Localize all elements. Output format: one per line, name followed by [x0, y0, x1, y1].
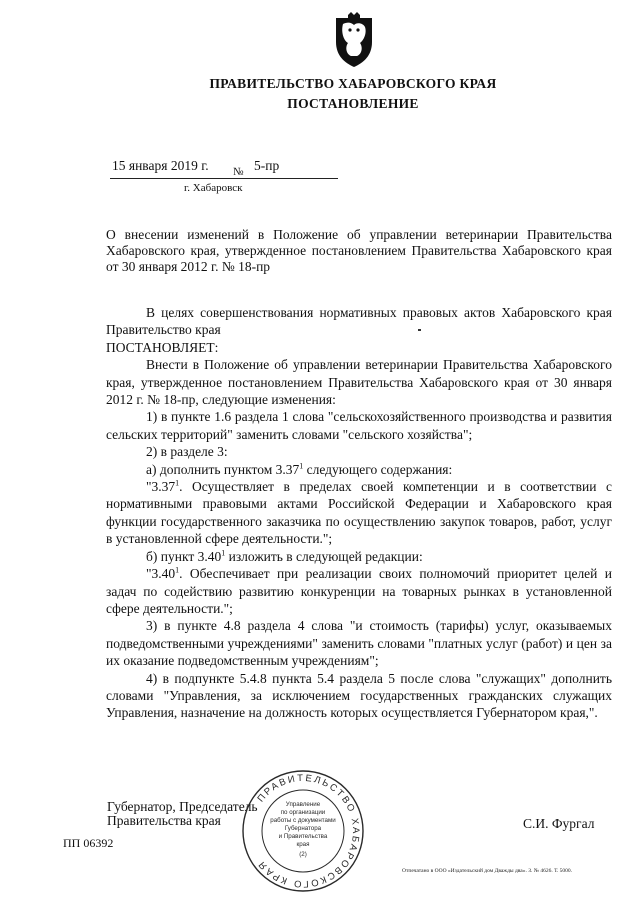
signatory-name: С.И. Фургал [523, 816, 595, 831]
item-1: 1) в пункте 1.6 раздела 1 слова "сельскохозяйственного производства и развития сельских территорий" заменить словами "сельского хозяйства"; [106, 409, 612, 442]
organization-title: ПРАВИТЕЛЬСТВО ХАБАРОВСКОГО КРАЯ [209, 76, 497, 91]
decree-word: ПОСТАНОВЛЯЕТ: [106, 339, 219, 355]
clause-3-40-1 [106, 565, 612, 617]
item-2b-text: б) пункт 3.40 [146, 548, 222, 564]
item-2b-sup: 1 [221, 548, 226, 558]
item-2a [106, 461, 612, 478]
intro-paragraph: Внести в Положение об управлении ветеринарии Правительства Хабаровского края, утвержденное постановлением Правительства Хабаровского края от 30 января 2012 г. № 18-пр, следующие изменения: [106, 357, 612, 408]
document-subject: О внесении изменений в Положение об управлении ветеринарии Правительства Хабаровского края, утвержденное постановлением Правительства Хабаровского края от 30 января 2012 г. № 18-пр [106, 227, 612, 274]
clause-3-40-1-sup: 1 [175, 565, 180, 575]
clause-3-40-1-num: "3.40 [146, 566, 176, 582]
clause-3-40-1-text: . Обеспечивает при реализации своих полномочий приоритет целей и задач по содействию развитию конкуренции на товарных рынках в установленной сфере деятельности."; [106, 566, 612, 616]
clause-3-37-1 [106, 478, 612, 548]
document-number: 5-пр [254, 158, 280, 173]
item-2a-text: а) дополнить пунктом 3.37 [146, 461, 300, 477]
clause-3-37-1-text: . Осуществляет в пределах своей компетенции и в соответствии с нормативными правовыми актами Российской Федерации и Хабаровского края функции государственного заказчика по осуществлению закупок товаров, работ, услуг в установленной сфере деятельности."; [106, 479, 612, 547]
city: г. Хабаровск [184, 182, 243, 194]
document-body [106, 304, 612, 722]
item-4: 4) в подпункте 5.4.8 пункта 5.4 раздела 5 после слова "служащих" дополнить словами "Управления, за исключением государственных гражданских служащих Управления, назначение на должность которых осуществляется Губернатором края,". [106, 670, 612, 721]
stamp-ring-text: ПРАВИТЕЛЬСТВО ХАБАРОВСКОГО КРАЯ [255, 772, 362, 890]
preamble: В целях совершенствования нормативных правовых актов Хабаровского края Правительство края [106, 305, 612, 338]
signatory-position [107, 800, 258, 828]
clause-3-37-1-sup: 1 [175, 478, 180, 488]
document-type: ПОСТАНОВЛЕНИЕ [287, 96, 419, 111]
clause-3-37-1-num: "3.37 [146, 479, 176, 495]
document-code: ПП 06392 [63, 836, 114, 850]
item-3: 3) в пункте 4.8 раздела 4 слова "и стоимость (тарифы) услуг, оказываемых подведомственными учреждениями" заменить словами "платных услуг (работ) и цен за их оказание подведомственным учреждениям"; [106, 618, 612, 669]
printing-info: Отпечатано в ООО «Издательский дом Дважды два». З. № 4626. Т. 5000. [402, 868, 573, 874]
item-2a-tail: следующего содержания: [303, 461, 453, 477]
stamp-line-3: работы с документами [270, 817, 336, 824]
number-sign: № [233, 166, 244, 178]
stamp-line-2: по организации [280, 809, 326, 816]
coat-of-arms-icon [333, 12, 375, 68]
stamp-line-6: края [296, 841, 310, 848]
stamp-line-1: Управление [285, 801, 321, 808]
stamp-line-4: Губернатора [284, 825, 322, 832]
item-2b [106, 548, 612, 565]
stamp-line-7: (2) [299, 851, 307, 858]
item-2b-tail: изложить в следующей редакции: [225, 548, 423, 564]
signatory-position-line2: Правительства края [107, 813, 221, 828]
item-2: 2) в разделе 3: [146, 444, 228, 460]
signatory-position-line1: Губернатор, Председатель [107, 799, 258, 814]
stamp-line-5: и Правительства [278, 833, 328, 840]
document-date: 15 января 2019 г. [112, 158, 209, 173]
date-underline [110, 178, 338, 179]
item-2a-sup: 1 [299, 461, 304, 471]
seal-stamp [240, 768, 366, 894]
